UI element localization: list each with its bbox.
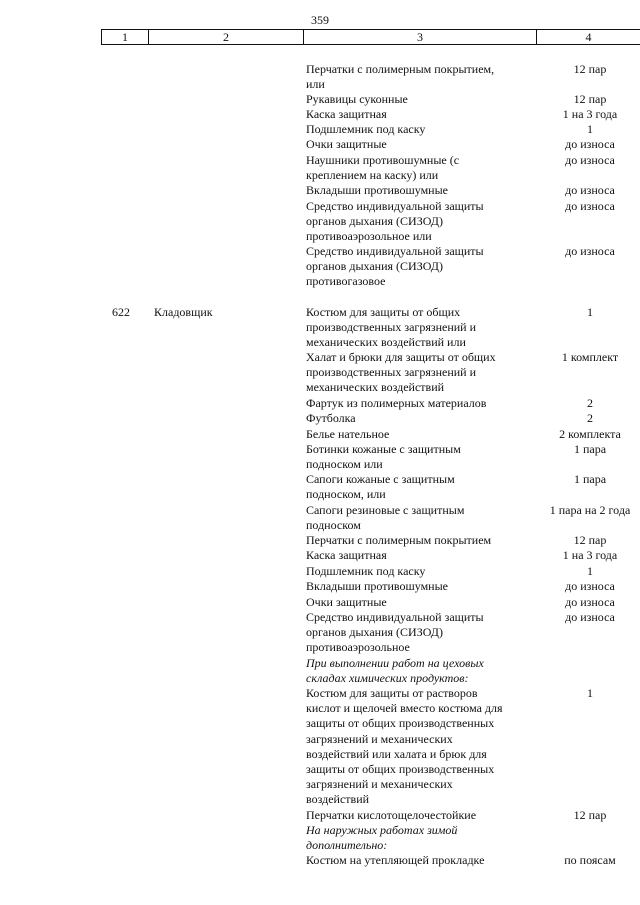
column-header-3: 3 <box>303 30 536 44</box>
profession-name: Кладовщик <box>154 305 213 319</box>
item-name: Перчатки с полимерным покрытием <box>306 533 492 547</box>
item-name: Вкладыши противошумные <box>306 183 448 197</box>
item-name: Подшлемник под каску <box>306 564 426 578</box>
column-header-row <box>101 29 640 45</box>
column-header-2: 2 <box>148 30 303 44</box>
item-name: Средство индивидуальной защиты органов дыхания (СИЗОД) противогазовое <box>306 244 484 289</box>
item-norm: до износа <box>565 595 615 609</box>
item-name: Наушники противошумные (с креплением на каску) или <box>306 153 460 183</box>
list-item <box>306 853 616 868</box>
list-item <box>306 548 618 563</box>
item-norm: 12 пар <box>573 533 607 547</box>
list-item <box>306 244 615 290</box>
item-name: Костюм для защиты от общих производственных загрязнений и механических воздействий или <box>306 305 477 350</box>
item-name: Средство индивидуальной защиты органов дыхания (СИЗОД) противоаэрозольное или <box>306 199 484 244</box>
item-norm: 1 пара <box>573 472 607 486</box>
item-name: Сапоги резиновые с защитным подноском <box>306 503 465 533</box>
item-norm: до износа <box>565 183 615 197</box>
list-item <box>306 427 621 442</box>
item-name: Костюм на утепляющей прокладке <box>306 853 485 867</box>
list-item <box>306 595 615 610</box>
list-item <box>306 92 607 107</box>
item-norm: до износа <box>565 579 615 593</box>
list-item <box>306 62 607 92</box>
item-norm: до износа <box>565 244 615 258</box>
list-item <box>306 396 593 411</box>
list-item <box>306 472 607 502</box>
column-header-4: 4 <box>536 30 640 44</box>
note-winter-outdoor: На наружных работах зимой дополнительно: <box>306 823 458 853</box>
item-name: Очки защитные <box>306 595 387 609</box>
item-norm: до износа <box>565 610 615 624</box>
item-name: Вкладыши противошумные <box>306 579 448 593</box>
note-chemical-warehouses: При выполнении работ на цеховых складах химических продуктов: <box>306 656 484 686</box>
item-norm: 1 на 3 года <box>562 548 618 562</box>
item-norm: по поясам <box>564 853 616 867</box>
item-norm: до износа <box>565 153 615 167</box>
item-name: Белье нательное <box>306 427 390 441</box>
item-norm: 1 пара <box>573 442 607 456</box>
list-item <box>306 183 615 198</box>
item-name: Фартук из полимерных материалов <box>306 396 487 410</box>
item-name: Очки защитные <box>306 137 387 151</box>
list-item <box>306 153 615 183</box>
item-name: Костюм для защиты от растворов кислот и щелочей вместо костюма для защиты от общих производственных загрязнений и механических воздействий или халата и брюк для защиты от общих производственных загрязнений и механических воздействий <box>306 686 503 807</box>
item-name: Халат и брюки для защиты от общих производственных загрязнений и механических воздействий <box>306 350 496 395</box>
item-norm: 1 <box>587 305 593 319</box>
page-number: 359 <box>311 13 329 27</box>
column-header-1: 1 <box>101 30 148 44</box>
list-item <box>306 564 593 579</box>
item-name: Ботинки кожаные с защитным подноском или <box>306 442 461 472</box>
list-item <box>306 199 615 245</box>
item-norm: до износа <box>565 199 615 213</box>
item-norm: 12 пар <box>573 92 607 106</box>
item-norm: 2 комплекта <box>559 427 621 441</box>
item-norm: 12 пар <box>573 62 607 76</box>
item-name: Рукавицы суконные <box>306 92 408 106</box>
item-norm: 12 пар <box>573 808 607 822</box>
item-name: Футболка <box>306 411 356 425</box>
list-item <box>306 107 618 122</box>
list-item <box>306 533 607 548</box>
list-item <box>306 442 607 472</box>
item-norm: 1 <box>587 564 593 578</box>
item-norm: 1 <box>587 686 593 700</box>
item-norm: 1 на 3 года <box>562 107 618 121</box>
list-item <box>306 808 607 823</box>
item-norm: 1 пара на 2 года <box>549 503 631 517</box>
item-name: Подшлемник под каску <box>306 122 426 136</box>
item-name: Сапоги кожаные с защитным подноском, или <box>306 472 455 502</box>
item-norm: 2 <box>587 396 593 410</box>
item-name: Каска защитная <box>306 107 387 121</box>
list-item <box>306 686 593 808</box>
list-item <box>306 610 615 656</box>
list-item <box>306 503 631 533</box>
list-item <box>306 411 593 426</box>
item-name: Каска защитная <box>306 548 387 562</box>
item-name: Средство индивидуальной защиты органов дыхания (СИЗОД) противоаэрозольное <box>306 610 484 655</box>
list-item <box>306 305 593 351</box>
entry-number: 622 <box>112 305 130 319</box>
list-item <box>306 350 619 396</box>
item-norm: до износа <box>565 137 615 151</box>
list-item <box>306 137 615 152</box>
item-name: Перчатки кислотощелочестойкие <box>306 808 477 822</box>
item-norm: 2 <box>587 411 593 425</box>
list-item <box>306 579 615 594</box>
item-norm: 1 <box>587 122 593 136</box>
list-item <box>306 122 593 137</box>
item-norm: 1 комплект <box>561 350 619 364</box>
item-name: Перчатки с полимерным покрытием, или <box>306 62 495 92</box>
